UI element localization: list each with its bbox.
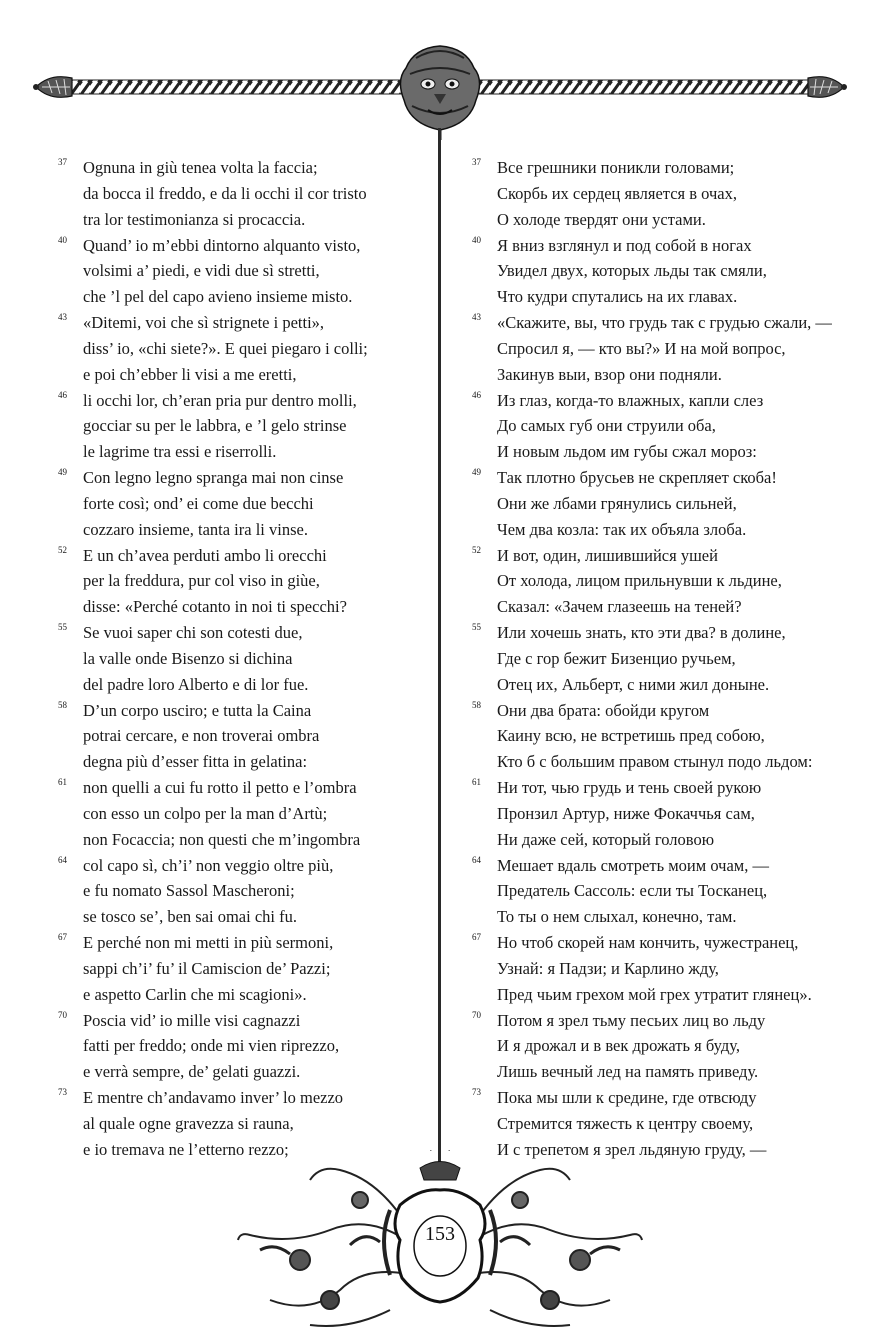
verse-line: li occhi lor, ch’eran pria pur dentro molli, bbox=[83, 390, 357, 410]
verse-number: 40 bbox=[472, 234, 481, 245]
verse-line: Лишь вечный лед на память приведу. bbox=[497, 1062, 759, 1082]
verse-number: 70 bbox=[58, 1009, 67, 1020]
verse-line: То ты о нем слыхал, конечно, там. bbox=[497, 907, 737, 927]
verse-line: Потом я зрел тьму песьих лиц во льду bbox=[497, 1010, 766, 1030]
verse-line: Poscia vid’ io mille visi cagnazzi bbox=[83, 1010, 301, 1030]
italian-tercet bbox=[58, 620, 428, 698]
verse-line: И вот, один, лишившийся ушей bbox=[497, 545, 718, 565]
italian-tercet bbox=[58, 155, 428, 233]
verse-line: Ни тот, чью грудь и тень своей рукою bbox=[497, 778, 762, 797]
lion-mask-icon bbox=[400, 46, 479, 140]
verse-line: E un ch’avea perduti ambo li orecchi bbox=[83, 545, 327, 565]
page-number: 153 bbox=[425, 1223, 455, 1245]
verse-line: con esso un colpo per la man d’Artù; bbox=[83, 803, 328, 823]
verse-number: 49 bbox=[472, 467, 481, 477]
verse-number: 52 bbox=[58, 544, 67, 555]
verse-number: 40 bbox=[58, 234, 67, 245]
verse-line: e poi ch’ebber li visi a me eretti, bbox=[83, 364, 297, 384]
verse-line: Узнай: я Падзи; и Карлино жду, bbox=[497, 958, 719, 978]
verse-line: От холода, лицом прильнувши к льдине, bbox=[497, 571, 782, 591]
verse-line: tra lor testimonianza si procaccia. bbox=[83, 209, 306, 229]
verse-line: E mentre ch’andavamo inver’ lo mezzo bbox=[83, 1088, 344, 1107]
verse-line: volsimi a’ piedi, e vidi due sì stretti, bbox=[83, 261, 320, 281]
russian-tercet bbox=[472, 388, 872, 466]
verse-number: 52 bbox=[472, 544, 481, 555]
verse-number: 58 bbox=[472, 699, 481, 710]
verse-line: Где с гор бежит Бизенцио ручьем, bbox=[497, 648, 736, 668]
verse-line: Пред чьим грехом мой грех утратит глянец». bbox=[497, 984, 812, 1004]
verse-number: 43 bbox=[472, 312, 481, 322]
verse-line: Они же лбами грянулись сильней, bbox=[497, 493, 737, 513]
verse-number: 37 bbox=[58, 157, 67, 167]
verse-number: 73 bbox=[472, 1087, 481, 1097]
italian-tercet bbox=[58, 543, 428, 621]
verse-line: cozzaro insieme, tanta ira li vinse. bbox=[83, 519, 308, 539]
verse-number: 70 bbox=[472, 1009, 481, 1020]
verse-line: Se vuoi saper chi son cotesti due, bbox=[83, 623, 303, 642]
verse-line: «Ditemi, voi che sì strignete i petti», bbox=[83, 313, 325, 332]
italian-tercet bbox=[58, 233, 428, 311]
verse-number: 73 bbox=[58, 1087, 67, 1097]
verse-line: Из глаз, когда-то влажных, капли слез bbox=[497, 390, 764, 410]
verse-line: Ни даже сей, который головою bbox=[497, 829, 715, 849]
verse-number: 43 bbox=[58, 312, 67, 322]
verse-line: se tosco se’, ben sai omai chi fu. bbox=[83, 907, 297, 927]
verse-number: 61 bbox=[58, 777, 67, 787]
verse-line: non quelli a cui fu rotto il petto e l’ombra bbox=[83, 778, 357, 797]
russian-tercet bbox=[472, 853, 872, 931]
verse-line: Спросил я, — кто вы?» И на мой вопрос, bbox=[497, 338, 786, 358]
verse-line: degna più d’esser fitta in gelatina: bbox=[83, 752, 308, 772]
verse-number: 55 bbox=[58, 622, 67, 632]
verse-line: Закинув выи, взор они подняли. bbox=[497, 364, 722, 384]
italian-tercet bbox=[58, 388, 428, 466]
russian-tercet bbox=[472, 620, 872, 698]
russian-tercet bbox=[472, 465, 872, 543]
russian-tercet bbox=[472, 930, 872, 1008]
verse-line: D’un corpo usciro; e tutta la Caina bbox=[83, 700, 312, 720]
right-finial-icon bbox=[808, 77, 847, 98]
verse-line: e io tremava ne l’etterno rezzo; bbox=[83, 1139, 289, 1159]
verse-number: 64 bbox=[58, 854, 67, 865]
verse-line: Скорбь их сердец является в очах, bbox=[497, 183, 737, 203]
italian-tercet bbox=[58, 698, 428, 776]
verse-number: 46 bbox=[58, 389, 67, 400]
verse-line: «Скажите, вы, что грудь так с грудью сжали, — bbox=[497, 313, 832, 332]
verse-line: Пока мы шли к средине, где отвсюду bbox=[497, 1088, 757, 1107]
italian-tercet bbox=[58, 930, 428, 1008]
italian-tercet bbox=[58, 1008, 428, 1086]
center-divider-rule bbox=[438, 128, 441, 1168]
verse-line: Стремится тяжесть к центру своему, bbox=[497, 1113, 754, 1133]
verse-number: 67 bbox=[58, 932, 67, 942]
verse-line: Quand’ io m’ebbi dintorno alquanto visto, bbox=[83, 235, 361, 255]
verse-line: diss’ io, «chi siete?». E quei piegaro i colli; bbox=[83, 338, 368, 358]
russian-tercet bbox=[472, 698, 872, 776]
verse-number: 61 bbox=[472, 777, 481, 787]
verse-line: le lagrime tra essi e riserrolli. bbox=[83, 442, 277, 462]
verse-line: per la freddura, pur col viso in giùe, bbox=[83, 571, 320, 591]
verse-line: И новым льдом им губы сжал мороз: bbox=[497, 442, 757, 462]
verse-line: E perché non mi metti in più sermoni, bbox=[83, 933, 334, 952]
verse-line: Я вниз взглянул и под собой в ногах bbox=[497, 235, 752, 255]
verse-line: До самых губ они струили оба, bbox=[497, 416, 716, 436]
verse-line: che ’l pel del capo avieno insieme misto. bbox=[83, 287, 353, 307]
verse-line: Каину всю, не встретишь пред собою, bbox=[497, 726, 765, 746]
russian-tercet bbox=[472, 155, 872, 233]
italian-tercet bbox=[58, 465, 428, 543]
russian-tercet bbox=[472, 233, 872, 311]
verse-line: Отец их, Альберт, с ними жил доныне. bbox=[497, 674, 770, 694]
verse-line: la valle onde Bisenzo si dichina bbox=[83, 648, 293, 668]
verse-line: Но чтоб скорей нам кончить, чужестранец, bbox=[497, 933, 799, 952]
verse-line: e fu nomato Sassol Mascheroni; bbox=[83, 881, 295, 901]
verse-line: fatti per freddo; onde mi vien riprezzo, bbox=[83, 1036, 340, 1056]
verse-line: e verrà sempre, de’ gelati guazzi. bbox=[83, 1062, 301, 1082]
top-ornament-rope-lion bbox=[0, 40, 880, 140]
verse-number: 67 bbox=[472, 932, 481, 942]
verse-line: Они два брата: обойди кругом bbox=[497, 700, 710, 720]
russian-tercet bbox=[472, 310, 872, 388]
verse-line: Все грешники поникли головами; bbox=[497, 158, 735, 177]
italian-tercet bbox=[58, 775, 428, 853]
verse-line: col capo sì, ch’i’ non veggio oltre più, bbox=[83, 855, 334, 875]
verse-number: 37 bbox=[472, 157, 481, 167]
verse-line: Кто б с большим правом стынул подо льдом: bbox=[497, 752, 813, 772]
verse-line: al quale ogne gravezza si rauna, bbox=[83, 1113, 294, 1133]
verse-line: Что кудри спутались на их главах. bbox=[497, 287, 738, 307]
verse-number: 58 bbox=[58, 699, 67, 710]
verse-line: e aspetto Carlin che mi scagioni». bbox=[83, 984, 307, 1004]
russian-tercet bbox=[472, 775, 872, 853]
verse-number: 46 bbox=[472, 389, 481, 400]
verse-number: 55 bbox=[472, 622, 481, 632]
italian-tercet bbox=[58, 310, 428, 388]
verse-line: disse: «Perché cotanto in noi ti specchi? bbox=[83, 597, 347, 617]
verse-line: Сказал: «Зачем глазеешь на теней? bbox=[497, 597, 742, 617]
verse-line: И с трепетом я зрел льдяную груду, — bbox=[497, 1139, 767, 1159]
russian-column bbox=[472, 155, 872, 1163]
italian-tercet bbox=[58, 853, 428, 931]
verse-line: sappi ch’i’ fu’ il Camiscion de’ Pazzi; bbox=[83, 958, 331, 978]
verse-line: non Focaccia; non questi che m’ingombra bbox=[83, 829, 361, 849]
verse-line: Увидел двух, которых льды так смяли, bbox=[497, 261, 767, 281]
verse-line: Con legno legno spranga mai non cinse bbox=[83, 468, 344, 487]
verse-line: Чем два козла: так их объяла злоба. bbox=[497, 519, 747, 539]
verse-line: da bocca il freddo, e da li occhi il cor tristo bbox=[83, 183, 367, 203]
italian-column bbox=[58, 155, 428, 1163]
verse-line: del padre loro Alberto e di lor fue. bbox=[83, 674, 309, 694]
russian-tercet bbox=[472, 543, 872, 621]
verse-line: Предатель Сассоль: если ты Тосканец, bbox=[497, 881, 768, 901]
verse-line: О холоде твердят они устами. bbox=[497, 209, 706, 229]
verse-line: Или хочешь знать, кто эти два? в долине, bbox=[497, 623, 786, 642]
urn-icon bbox=[420, 1150, 460, 1180]
verse-line: Мешает вдаль смотреть моим очам, — bbox=[497, 855, 769, 875]
verse-line: Так плотно брусьев не скрепляет скоба! bbox=[497, 468, 777, 487]
verse-line: И я дрожал и в век дрожать я буду, bbox=[497, 1036, 740, 1056]
russian-tercet bbox=[472, 1008, 872, 1086]
verse-number: 49 bbox=[58, 467, 67, 477]
verse-line: potrai cercare, e non troverai ombra bbox=[83, 726, 320, 746]
verse-line: Ognuna in giù tenea volta la faccia; bbox=[83, 158, 318, 177]
verse-line: gocciar su per le labbra, e ’l gelo strinse bbox=[83, 416, 347, 436]
verse-line: Пронзил Артур, ниже Фокаччья сам, bbox=[497, 803, 755, 823]
left-finial-icon bbox=[33, 77, 72, 98]
verse-number: 64 bbox=[472, 854, 481, 865]
verse-line: forte così; ond’ ei come due becchi bbox=[83, 493, 314, 513]
